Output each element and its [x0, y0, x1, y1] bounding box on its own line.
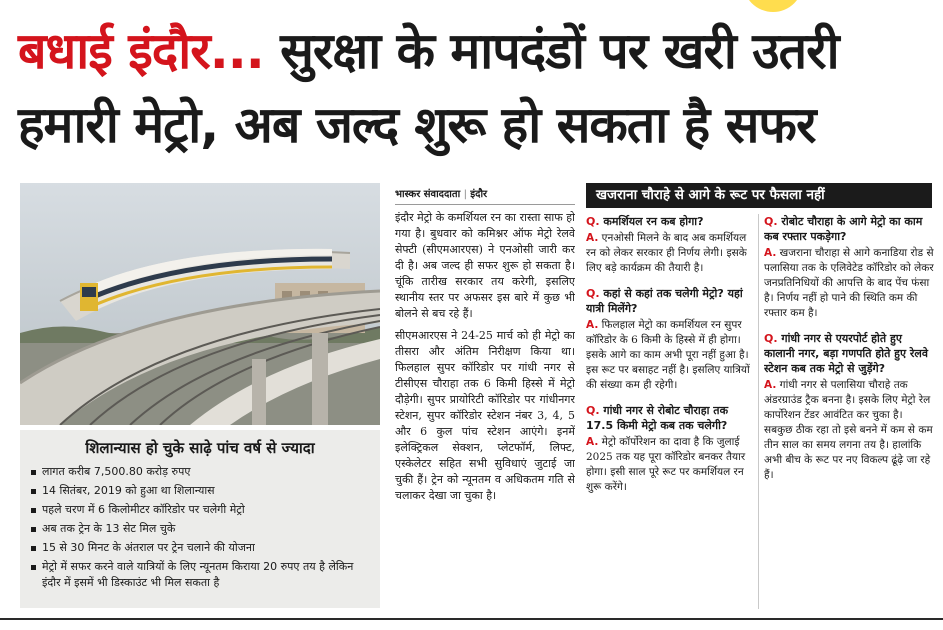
- info-list-item: मेट्रो में सफर करने वाले यात्रियों के लिए न्यूनतम किराया 20 रुपए तय है लेकिन इंदौर में इसमें भी डिस्काउंट भी मिल सकता है: [30, 559, 370, 591]
- headline-line-2: हमारी मेट्रो, अब जल्द शुरू हो सकता है सफर: [18, 96, 816, 154]
- qa-answer: [586, 435, 754, 495]
- info-list-item: लागत करीब 7,500.80 करोड़ रुपए: [30, 464, 370, 480]
- metro-train-illustration: [20, 183, 380, 425]
- byline-rule: [395, 204, 575, 205]
- article-paragraph: सीएमआरएस ने 24-25 मार्च को ही मेट्रो का तीसरा और अंतिम निरीक्षण किया था। फिलहाल सुपर कॉरिडोर पर गांधी नगर से टीसीएस चौराहा तक 6 किमी हिस्से में मेट्रो दौड़ेगी। सुपर प्रायोरिटी कॉरिडोर पर गांधीनगर स्टेशन, सुपर कॉरिडोर स्टेशन नंबर 3, 4, 5 और 6 कुल पांच स्टेशन आएंगे। इनमें इलेक्ट्रिकल सेक्शन, प्लेटफॉर्म, लिफ्ट, एस्केलेटर सहित सभी सुविधाएं जुटाई जा चुकी हैं। ट्रेन को न्यूनतम व अधिकतम गति से चलाकर देखा जा चुका है।: [395, 329, 575, 502]
- qa-item: [764, 214, 934, 321]
- qa-question-text: रोबोट चौराहा के आगे मेट्रो का काम कब रफ्तार पकड़ेगा?: [764, 215, 923, 243]
- qa-answer-text: एनओसी मिलने के बाद अब कमर्शियल रन को लेकर सरकार ही निर्णय लेगी। इसके लिए बड़े कार्यक्रम की तैयारी है।: [586, 232, 747, 274]
- qa-answer: [586, 318, 754, 393]
- sun-graphic: [743, 0, 803, 12]
- qa-question: [764, 331, 934, 376]
- q-marker: Q.: [764, 332, 778, 345]
- qa-item: [586, 286, 754, 393]
- qa-answer: [764, 246, 934, 321]
- info-list-item: पहले चरण में 6 किलोमीटर कॉरिडोर पर चलेगी मेट्रो: [30, 502, 370, 518]
- q-marker: Q.: [764, 215, 778, 228]
- qa-question-text: गांधी नगर से रोबोट चौराहा तक 17.5 किमी मेट्रो कब तक चलेगी?: [586, 404, 729, 432]
- headline-line-1-rest: सुरक्षा के मापदंडों पर खरी उतरी: [280, 22, 839, 80]
- info-list: [30, 464, 370, 591]
- info-list-item: 14 सितंबर, 2019 को हुआ था शिलान्यास: [30, 483, 370, 499]
- headline-line-1: [18, 18, 839, 84]
- headline: [0, 0, 943, 176]
- qa-answer-text: मेट्रो कॉर्पोरेशन का दावा है कि जुलाई 2025 तक यह पूरा कॉरिडोर बनकर तैयार होगा। इसी साल पूरे रूट पर कमर्शियल रन शुरू करेंगे।: [586, 436, 746, 493]
- qa-answer-text: फिलहाल मेट्रो का कमर्शियल रन सुपर कॉरिडोर के 6 किमी के हिस्से में ही होगा। इसके आगे का काम अभी पूरा नहीं हुआ है। इस रूट पर बसाहट नहीं है। इसलिए यात्रियों की संख्या कम ही रहेगी।: [586, 319, 750, 391]
- q-marker: Q.: [586, 404, 600, 417]
- info-list-item: 15 से 30 मिनट के अंतराल पर ट्रेन चलाने की योजना: [30, 540, 370, 556]
- qa-column-divider: [758, 214, 759, 609]
- qa-answer: [586, 231, 754, 276]
- byline-separator: |: [463, 189, 471, 200]
- qa-question: [586, 403, 754, 433]
- qa-question: [586, 214, 754, 229]
- a-marker: A.: [586, 436, 599, 448]
- q-marker: Q.: [586, 215, 600, 228]
- qa-question-text: कमर्शियल रन कब होगा?: [603, 215, 704, 228]
- info-list-item: अब तक ट्रेन के 13 सेट मिल चुके: [30, 521, 370, 537]
- qa-item: [586, 403, 754, 495]
- article-body: [395, 210, 575, 615]
- q-marker: Q.: [586, 287, 600, 300]
- section-banner: खजराना चौराहे से आगे के रूट पर फैसला नहीं: [586, 183, 932, 208]
- qa-question: [764, 214, 934, 244]
- qa-answer-text: गांधी नगर से पलासिया चौराहे तक अंडरग्राउंड ट्रैक बनना है। इसके लिए मेट्रो रेल कार्पोरेशन टेंडर आवंटित कर चुका है। सबकुछ ठीक रहा तो इसे बनने में कम से कम तीन साल का समय लगना तय है। हालांकि अभी बीच के रूट पर नए विकल्प ढूंढ़े जा रहे हैं।: [764, 379, 933, 481]
- qa-column-left: [586, 214, 754, 614]
- bottom-rule: [0, 618, 943, 620]
- byline-reporter: भास्कर संवाददाता: [395, 189, 461, 200]
- a-marker: A.: [764, 247, 777, 259]
- qa-question: [586, 286, 754, 316]
- info-box-title: शिलान्यास हो चुके साढ़े पांच वर्ष से ज्यादा: [85, 439, 315, 457]
- qa-item: [764, 331, 934, 483]
- qa-answer: [764, 378, 934, 483]
- a-marker: A.: [586, 232, 599, 244]
- qa-question-text: गांधी नगर से एयरपोर्ट होते हुए कालानी नगर, बड़ा गणपति होते हुए रेलवे स्टेशन कब तक मेट्रो से जुड़ेंगे?: [764, 332, 928, 375]
- article-paragraph: इंदौर मेट्रो के कमर्शियल रन का रास्ता साफ हो गया है। बुधवार को कमिश्नर ऑफ मेट्रो रेलवे सेफ्टी (सीएमआरएस) ने एनओसी जारी कर दी है। अब जल्द ही सफर शुरू हो सकता है। चूंकि तारीख सरकार तय करेगी, इसलिए स्थानीय स्तर पर अफसर इस बारे में कुछ भी बोलने से बच रहे हैं।: [395, 211, 575, 320]
- qa-question-text: कहां से कहां तक चलेगी मेट्रो? यहां यात्री मिलेंगे?: [586, 287, 743, 315]
- info-box: [20, 430, 380, 608]
- byline: [395, 186, 487, 200]
- qa-column-right: [764, 214, 934, 614]
- a-marker: A.: [764, 379, 777, 391]
- qa-item: [586, 214, 754, 276]
- a-marker: A.: [586, 319, 599, 331]
- byline-city: इंदौर: [470, 189, 488, 200]
- headline-red-part: बधाई इंदौर...: [18, 22, 264, 80]
- metro-photo: [20, 183, 380, 425]
- qa-answer-text: खजराना चौराहा से आगे कनाडिया रोड से पलासिया तक के एलिवेटेड कॉरिडोर को लेकर जनप्रतिनिधियों की आपत्ति के बाद पेंच फंसा है। निर्णय नहीं हो पाने की स्थिति कम की रफ्तार कम है।: [764, 247, 934, 319]
